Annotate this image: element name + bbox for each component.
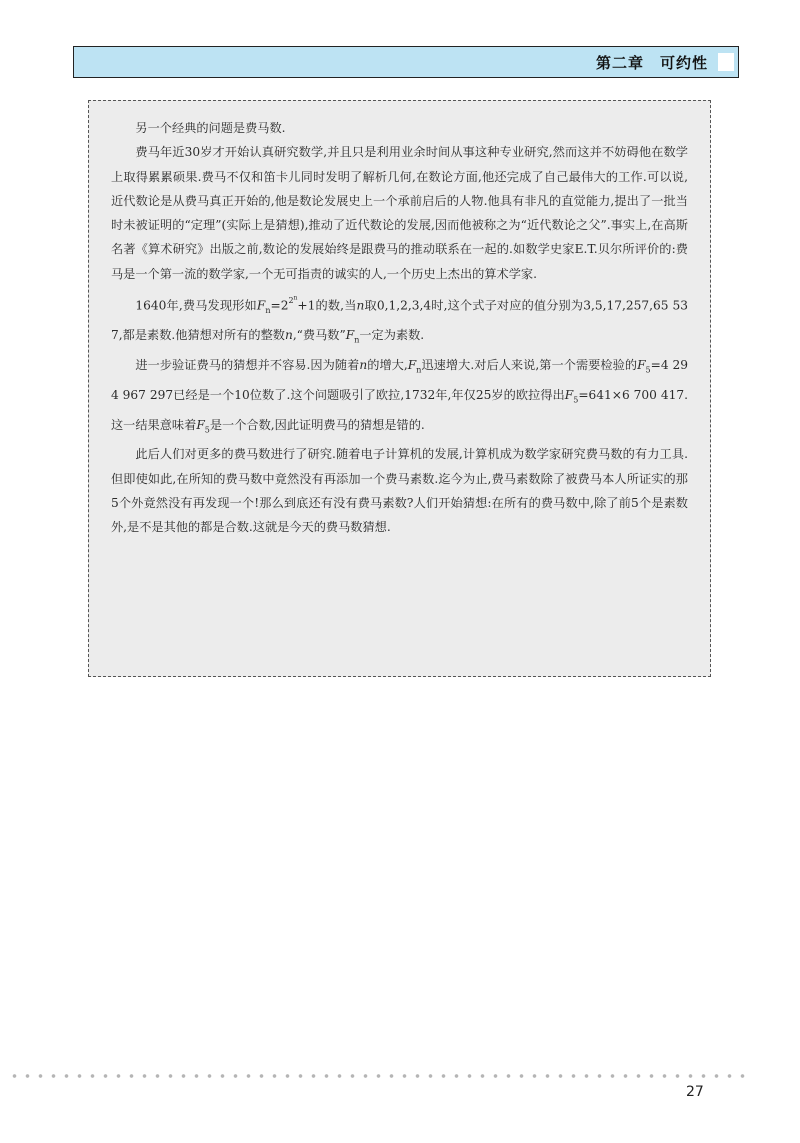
- paragraph-intro: 另一个经典的问题是费马数.: [135, 121, 286, 135]
- paragraph-euler: 进一步验证费马的猜想并不容易.因为随着n的增大$,F_n$迅速增大.对后人来说,第一个需要检验的$F_5=4$ 294 967 297已经是一个10位数了.这个问题吸引了欧拉,1732年,年仅25岁的欧拉得出$F_5=641\times 6$ 700 417.这一结果意味着$F_5$是一个合数,因此证明费马的猜想是错的.: [111, 358, 689, 435]
- chapter-title: 第二章 可约性: [595, 54, 708, 72]
- paragraph-fermat-bio: 费马年近30岁才开始认真研究数学,并且只是利用业余时间从事这种专业研究,然而这并不妨碍他在数学上取得累累硕果.费马不仅和笛卡儿同时发明了解析几何,在数论方面,他还完成了自己最伟大的工作.可以说,近代数论是从费马真正开始的,他是数论发展史上一个承前启后的人物.他具有非凡的直觉能力,提出了一批当时未被证明的“定理”(实际上是猜想),推动了近代数论的发展,因而他被称之为“近代数论之父”.事实上,在高斯名著《算术研究》出版之前,数论的发展始终是跟费马的推动联系在一起的.如数学史家E.T.贝尔所评价的:费马是一个第一流的数学家,一个无可指责的诚实的人,一个历史上杰出的算术学家.: [111, 145, 688, 281]
- chapter-header: [73, 46, 739, 78]
- reading-box: [88, 100, 711, 677]
- chapter-tab-marker: [718, 53, 734, 71]
- page-number: 27: [686, 1084, 704, 1100]
- paragraph-conjecture: 此后人们对更多的费马数进行了研究.随着电子计算机的发展,计算机成为数学家研究费马数的有力工具.但即使如此,在所知的费马数中竟然没有再添加一个费马素数.迄今为止,费马素数除了被费马本人所证实的那5个外竟然没有再发现一个!那么到底还有没有费马素数?人们开始猜想:在所有的费马数中,除了前5个是素数外,是不是其他的都是合数.这就是今天的费马数猜想.: [111, 447, 688, 535]
- paragraph-fermat-numbers: 1640年,费马发现形如$F_n=2^{2^n}+1$的数,当n取0,1,2,3,4时,这个式子对应的值分别为3,5,17,257,65 537,都是素数.他猜想对所有的整数n,“费马数$”F_n$一定为素数.: [111, 294, 689, 345]
- footer-dotted-rule: [8, 1073, 748, 1079]
